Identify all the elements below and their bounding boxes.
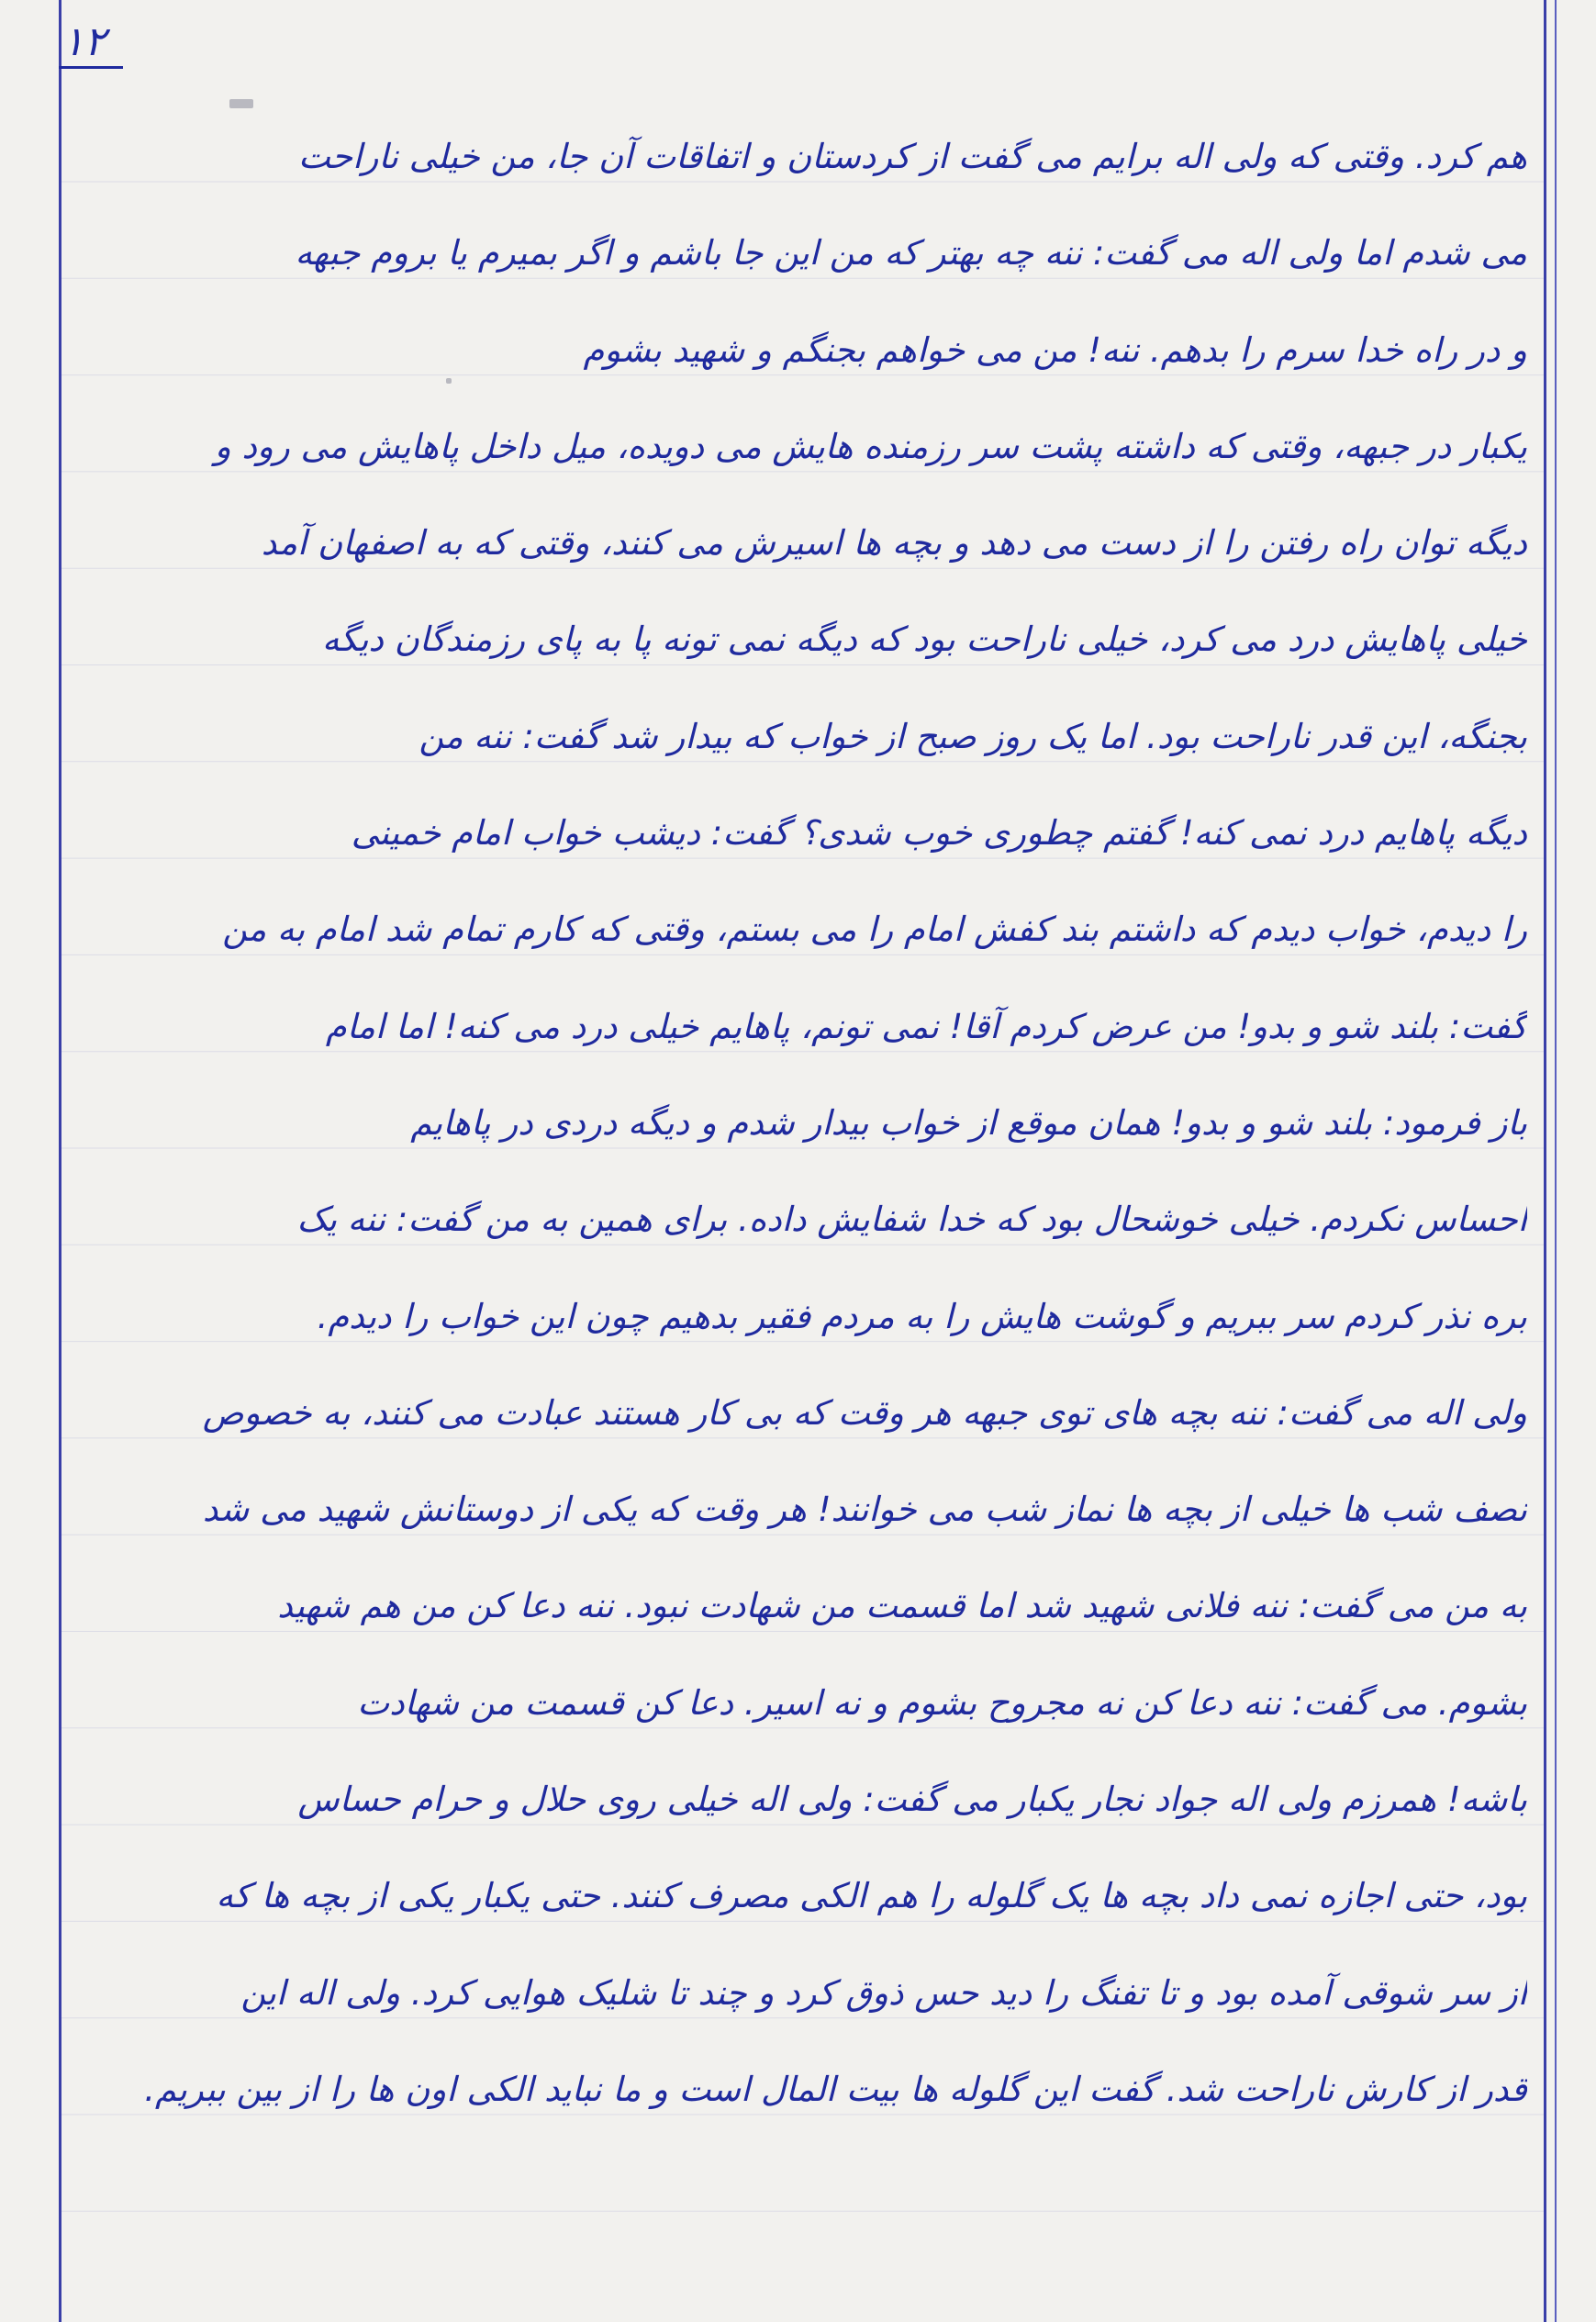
text-line: بجنگه، این قدر ناراحت بود. اما یک روز صبح از خواب که بیدار شد گفت: ننه من — [419, 716, 1527, 756]
text-line: هم کرد. وقتی که ولی اله برایم می گفت از کردستان و اتفاقات آن جا، من خیلی ناراحت — [297, 137, 1527, 176]
left-margin-line — [59, 0, 61, 2322]
right-margin-line-secondary — [1555, 0, 1557, 2322]
text-line: باز فرمود: بلند شو و بدو! همان موقع از خواب بیدار شدم و دیگه دردی در پاهایم — [410, 1102, 1527, 1143]
text-line: قدر از کارش ناراحت شد. گفت این گلوله ها بیت المال است و ما نباید الکی اون ها را از بین ببریم. — [144, 2069, 1527, 2109]
paper-speck — [229, 99, 253, 108]
text-line: بره نذر کردم سر ببریم و گوشت هایش را به مردم فقیر بدهیم چون این خواب را دیدم. — [317, 1296, 1527, 1336]
text-line: خیلی پاهایش درد می کرد، خیلی ناراحت بود که دیگه نمی تونه پا به پای رزمندگان دیگه — [321, 620, 1527, 660]
page-number: ۱۲ — [62, 18, 106, 65]
text-line: و در راه خدا سرم را بدهم. ننه! من می خواهم بجنگم و شهید بشوم — [583, 329, 1527, 370]
text-line: دیگه پاهایم درد نمی کنه! گفتم چطوری خوب شدی؟ گفت: دیشب خواب امام خمینی — [351, 813, 1527, 854]
text-line: نصف شب ها خیلی از بچه ها نماز شب می خوانند! هر وقت که یکی از دوستانش شهید می شد — [202, 1490, 1527, 1530]
text-line: از سر شوقی آمده بود و تا تفنگ را دید حس ذوق کرد و چند تا شلیک هوایی کرد. ولی اله این — [240, 1972, 1527, 2013]
text-line: گفت: بلند شو و بدو! من عرض کردم آقا! نمی تونم، پاهایم خیلی درد می کنه! اما امام — [325, 1006, 1527, 1046]
text-line: دیگه توان راه رفتن را از دست می دهد و بچه ها اسیرش می کنند، وقتی که به اصفهان آمد — [261, 523, 1527, 564]
text-line: را دیدم، خواب دیدم که داشتم بند کفش امام را می بستم، وقتی که کارم تمام شد امام به من — [222, 910, 1527, 950]
text-line: یکبار در جبهه، وقتی که داشته پشت سر رزمنده هایش می دویده، میل داخل پاهایش می رود و — [214, 426, 1527, 466]
page-number-underline — [59, 66, 123, 69]
text-line: ولی اله می گفت: ننه بچه های توی جبهه هر وقت که بی کار هستند عبادت می کنند، به خصوص — [202, 1392, 1527, 1433]
text-line: بود، حتی اجازه نمی داد بچه ها یک گلوله را هم الکی مصرف کنند. حتی یکبار یکی از بچه ها که — [216, 1876, 1527, 1916]
text-line: به من می گفت: ننه فلانی شهید شد اما قسمت من شهادت نبود. ننه دعا کن من هم شهید — [277, 1586, 1527, 1626]
text-line: احساس نکردم. خیلی خوشحال بود که خدا شفایش داده. برای همین به من گفت: ننه یک — [296, 1200, 1527, 1240]
text-line: می شدم اما ولی اله می گفت: ننه چه بهتر که من این جا باشم و اگر بمیرم یا بروم جبهه — [295, 233, 1527, 274]
right-margin-line — [1544, 0, 1546, 2322]
text-line: باشه! همرزم ولی اله جواد نجار یکبار می گفت: ولی اله خیلی روی حلال و حرام حساس — [297, 1780, 1527, 1820]
handwritten-text — [77, 108, 1527, 2138]
text-line: بشوم. می گفت: ننه دعا کن نه مجروح بشوم و نه اسیر. دعا کن قسمت من شهادت — [357, 1682, 1527, 1723]
